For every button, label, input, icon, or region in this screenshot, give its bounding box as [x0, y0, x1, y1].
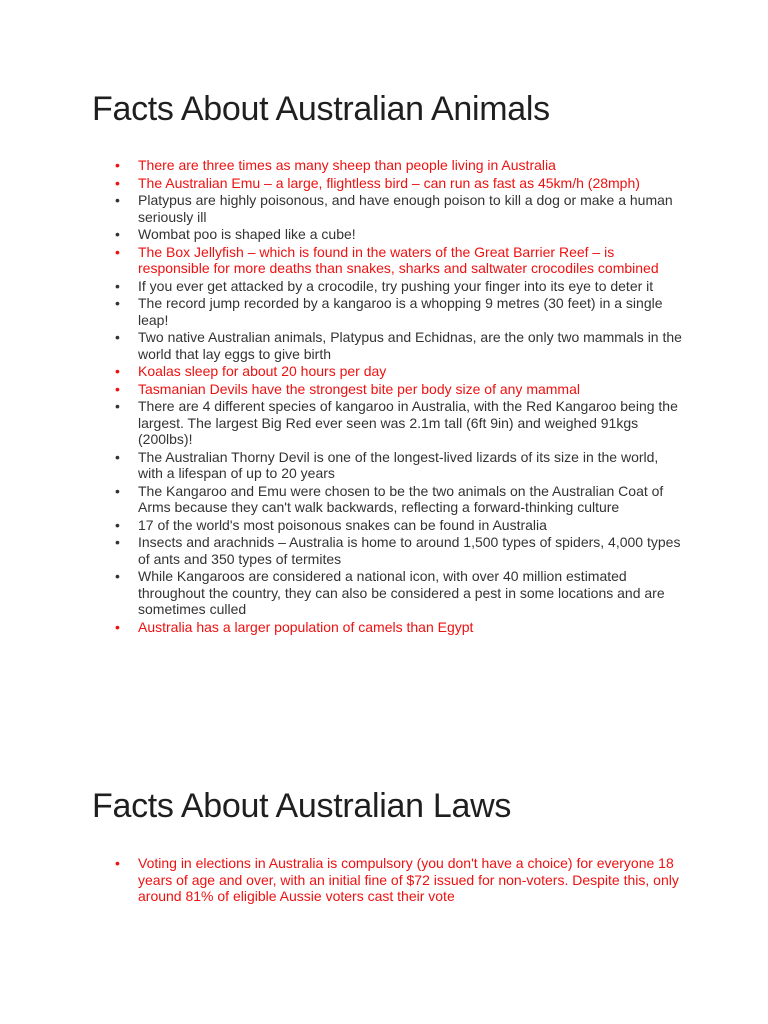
list-item	[92, 449, 682, 482]
bullet-icon: •	[115, 534, 120, 550]
list-item-text: The Kangaroo and Emu were chosen to be the two animals on the Australian Coat of Arms because they can't walk backwards, reflecting a forward-thinking culture	[138, 482, 664, 515]
bullet-icon: •	[115, 295, 120, 311]
section-heading-animals: Facts About Australian Animals	[92, 90, 550, 128]
bullet-icon: •	[115, 855, 120, 871]
bullet-icon: •	[115, 398, 120, 414]
list-item-text: The Australian Thorny Devil is one of the longest-lived lizards of its size in the world, with a lifespan of up to 20 years	[138, 448, 659, 481]
list-item	[92, 192, 682, 225]
bullet-icon: •	[115, 380, 120, 397]
list-item	[92, 226, 682, 243]
list-item-text: Wombat poo is shaped like a cube!	[138, 226, 356, 242]
bullet-icon: •	[115, 192, 120, 208]
bullet-icon: •	[115, 363, 120, 379]
list-item	[92, 157, 682, 174]
list-item-text: 17 of the world's most poisonous snakes can be found in Australia	[138, 516, 547, 533]
section-heading-laws: Facts About Australian Laws	[92, 787, 512, 825]
list-item	[92, 534, 682, 567]
list-item	[92, 278, 682, 295]
list-item-text: There are 4 different species of kangaroo in Australia, with the Red Kangaroo being the largest. The largest Big Red ever seen was 2.1m tall (6ft 9in) and weighed 91kgs (200lbs)!	[138, 398, 678, 447]
bullet-icon: •	[115, 568, 120, 584]
list-item-text: Two native Australian animals, Platypus and Echidnas, are the only two mammals in the world that lay eggs to give birth	[138, 329, 682, 362]
bullet-icon: •	[115, 618, 120, 635]
list-item	[92, 855, 682, 905]
list-item	[92, 483, 682, 516]
list-item	[92, 398, 682, 448]
list-item-text: Tasmanian Devils have the strongest bite per body size of any mammal	[138, 380, 580, 397]
list-item-text: Australia has a larger population of camels than Egypt	[138, 618, 474, 635]
list-item-text: Insects and arachnids – Australia is home to around 1,500 types of spiders, 4,000 types of ants and 350 types of termites	[138, 534, 681, 567]
list-item	[92, 175, 682, 192]
list-item-text: If you ever get attacked by a crocodile, try pushing your finger into its eye to deter it	[138, 277, 654, 294]
bullet-icon: •	[115, 174, 120, 191]
bullet-icon: •	[115, 157, 120, 173]
list-item-text: Koalas sleep for about 20 hours per day	[138, 363, 387, 379]
list-item-text: The Australian Emu – a large, flightless bird – can run as fast as 45km/h (28mph)	[138, 174, 640, 191]
bullet-icon: •	[115, 482, 120, 499]
list-item	[92, 295, 682, 328]
list-item	[92, 329, 682, 362]
bullet-icon: •	[115, 226, 120, 242]
bullet-icon: •	[115, 516, 120, 533]
list-item-text: The Box Jellyfish – which is found in the waters of the Great Barrier Reef – is responsible for more deaths than snakes, sharks and saltwater crocodiles combined	[138, 243, 659, 276]
list-item	[92, 244, 682, 277]
fact-list-laws	[92, 855, 682, 906]
fact-list-animals	[92, 157, 682, 636]
bullet-icon: •	[115, 277, 120, 294]
list-item-text: Platypus are highly poisonous, and have enough poison to kill a dog or make a human seriously ill	[138, 192, 673, 225]
bullet-icon: •	[115, 329, 120, 345]
list-item	[92, 381, 682, 398]
list-item-text: Voting in elections in Australia is compulsory (you don't have a choice) for everyone 18 years of age and over, with an initial fine of $72 issued for non-voters. Despite this, only around 81% of eligible Aussie voters cast their vote	[138, 855, 679, 904]
bullet-icon: •	[115, 243, 120, 260]
list-item	[92, 619, 682, 636]
list-item-text: There are three times as many sheep than people living in Australia	[138, 157, 556, 173]
list-item	[92, 568, 682, 618]
list-item	[92, 363, 682, 380]
list-item-text: While Kangaroos are considered a national icon, with over 40 million estimated throughout the country, they can also be considered a pest in some locations and are sometimes culled	[138, 568, 665, 617]
list-item-text: The record jump recorded by a kangaroo is a whopping 9 metres (30 feet) in a single leap!	[138, 295, 663, 328]
list-item	[92, 517, 682, 534]
bullet-icon: •	[115, 448, 120, 465]
